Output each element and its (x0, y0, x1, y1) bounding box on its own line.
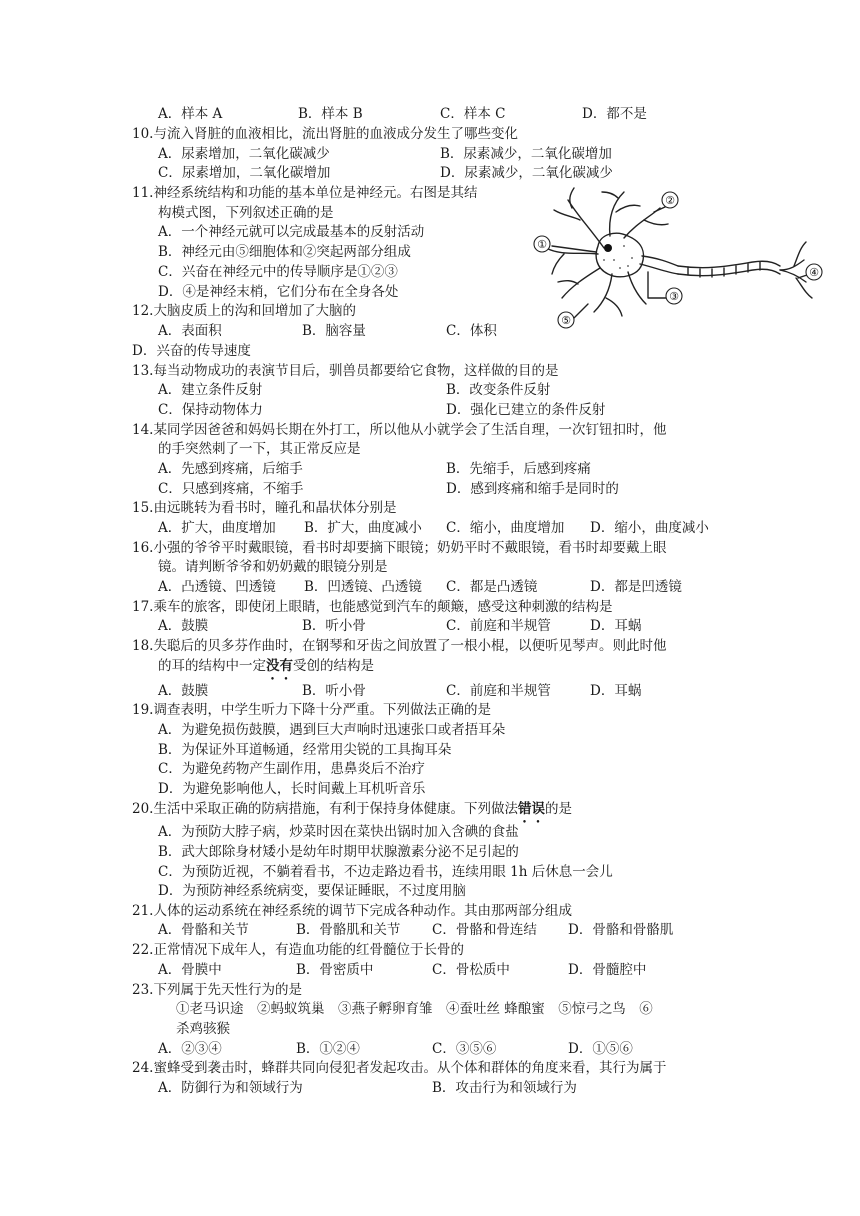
option-d: D．都是凹透镜 (590, 579, 682, 595)
option-d: D．为预防神经系统病变，要保证睡眠，不过度用脑 (158, 883, 466, 899)
option-d: D．①⑤⑥ (568, 1041, 633, 1057)
neuron-label-1: ① (537, 238, 547, 251)
question-16-stem-cont: 镜。请判断爷爷和奶奶戴的眼镜分别是 (158, 559, 388, 575)
option-d: D．都不是 (582, 106, 647, 122)
option-c: C．③⑤⑥ (432, 1041, 497, 1057)
option-b: B．样本 B (298, 106, 363, 122)
option-a: A．尿素增加，二氧化碳减少 (158, 146, 330, 162)
question-16-stem: 16.小强的爷爷平时戴眼镜，看书时却要摘下眼镜；奶奶平时不戴眼镜，看书时却要戴上眼 (132, 540, 667, 556)
option-d: D．尿素减少，二氧化碳减少 (440, 165, 613, 181)
option-c: C．骨松质中 (432, 962, 510, 978)
question-21-stem: 21.人体的运动系统在神经系统的调节下完成各种动作。其由那两部分组成 (132, 903, 572, 919)
option-a: A．凸透镜、凹透镜 (158, 579, 276, 595)
question-15-stem: 15.由远眺转为看书时，瞳孔和晶状体分别是 (132, 500, 397, 516)
option-d: D．为避免影响他人，长时间戴上耳机听音乐 (158, 781, 426, 797)
question-19-stem: 19.调查表明，中学生听力下降十分严重。下列做法正确的是 (132, 702, 491, 718)
option-a: A．扩大，曲度增加 (158, 520, 276, 536)
option-d: D．缩小，曲度减小 (590, 520, 709, 536)
option-c: C．尿素增加，二氧化碳增加 (158, 165, 331, 181)
option-a: A．鼓膜 (158, 683, 209, 699)
question-12-stem: 12.大脑皮质上的沟和回增加了大脑的 (132, 303, 356, 319)
option-c: C．体积 (446, 323, 497, 339)
option-b: B．先缩手，后感到疼痛 (446, 461, 591, 477)
option-c: C．兴奋在神经元中的传导顺序是①②③ (158, 264, 398, 280)
option-b: B．扩大，曲度减小 (304, 520, 422, 536)
option-d: D．骨骼和骨骼肌 (568, 922, 674, 938)
option-d: D．耳蜗 (590, 618, 642, 634)
option-c: C．为避免药物产生副作用，患鼻炎后不治疗 (158, 761, 425, 777)
emphasis-text: 错误 (517, 801, 545, 817)
option-b: B．听小骨 (302, 683, 366, 699)
option-a: A．鼓膜 (158, 618, 209, 634)
option-c: C．骨骼和骨连结 (432, 922, 537, 938)
option-a: A．②③④ (158, 1041, 222, 1057)
option-b: B．为保证外耳道畅通，经常用尖锐的工具掏耳朵 (158, 742, 452, 758)
option-b: B．凹透镜、凸透镜 (304, 579, 422, 595)
option-b: B．①②④ (296, 1041, 360, 1057)
option-a: A．骨膜中 (158, 962, 222, 978)
question-14-stem-cont: 的手突然刺了一下，其正常反应是 (158, 441, 361, 457)
emphasis-text: 没有 (266, 658, 293, 674)
option-c: C．缩小，曲度增加 (446, 520, 565, 536)
question-18-stem-cont: 的耳的结构中一定没有受创的结构是 (158, 658, 374, 674)
neuron-label-3: ③ (669, 290, 679, 303)
option-c: C．都是凸透镜 (446, 579, 538, 595)
option-c: C．保持动物体力 (158, 402, 263, 418)
neuron-label-5: ⑤ (561, 314, 571, 327)
option-c: C．为预防近视，不躺着看书，不边走路边看书，连续用眼 1h 后休息一会儿 (158, 864, 613, 880)
question-14-stem: 14.某同学因爸爸和妈妈长期在外打工，所以他从小就学会了生活自理，一次钉钮扣时，他 (132, 422, 667, 438)
option-a: A．为避免损伤鼓膜，遇到巨大声响时迅速张口或者捂耳朵 (158, 722, 506, 738)
question-24-stem: 24.蜜蜂受到袭击时，蜂群共同向侵犯者发起攻击。从个体和群体的角度来看，其行为属于 (132, 1060, 667, 1076)
option-c: C．前庭和半规管 (446, 683, 551, 699)
option-b: B．尿素减少，二氧化碳增加 (440, 146, 612, 162)
question-23-items: ①老马识途 ②蚂蚁筑巢 ③燕子孵卵育雏 ④蚕吐丝 蜂酿蜜 ⑤惊弓之鸟 ⑥ (176, 1001, 653, 1017)
option-b: B．改变条件反射 (446, 382, 551, 398)
option-d: D．骨髓腔中 (568, 962, 647, 978)
option-a: A．表面积 (158, 323, 222, 339)
question-17-stem: 17.乘车的旅客，即使闭上眼睛，也能感觉到汽车的颠簸，感受这种刺激的结构是 (132, 599, 613, 615)
neuron-label-4: ④ (809, 266, 819, 279)
neuron-label-2: ② (665, 194, 675, 207)
option-a: A．先感到疼痛，后缩手 (158, 461, 303, 477)
question-22-stem: 22.正常情况下成年人，有造血功能的红骨髓位于长骨的 (132, 942, 464, 958)
option-d: D．感到疼痛和缩手是同时的 (446, 481, 619, 497)
option-c: C．前庭和半规管 (446, 618, 551, 634)
option-c: C．样本 C (440, 106, 506, 122)
option-d: D．兴奋的传导速度 (132, 343, 251, 359)
option-a: A．骨骼和关节 (158, 922, 249, 938)
option-a: A．样本 A (158, 106, 223, 122)
question-20-stem: 20.生活中采取正确的防病措施，有利于保持身体健康。下列做法错误的是 (132, 801, 572, 817)
question-23-items-cont: 杀鸡骇猴 (176, 1021, 230, 1037)
question-13-stem: 13.每当动物成功的表演节目后，驯兽员都要给它食物，这样做的目的是 (132, 363, 559, 379)
option-a: A．防御行为和领域行为 (158, 1080, 303, 1096)
option-c: C．只感到疼痛，不缩手 (158, 481, 304, 497)
neuron-diagram (528, 186, 828, 332)
question-23-stem: 23.下列属于先天性行为的是 (132, 982, 302, 998)
option-b: B．攻击行为和领域行为 (432, 1080, 577, 1096)
question-18-stem: 18.失聪后的贝多芬作曲时，在钢琴和牙齿之间放置了一根小棍，以便听见琴声。则此时他 (132, 638, 667, 654)
option-a: A．为预防大脖子病，炒菜时因在菜快出锅时加入含碘的食盐 (158, 824, 519, 840)
option-b: B．神经元由⑤细胞体和②突起两部分组成 (158, 244, 411, 260)
option-a: A．建立条件反射 (158, 382, 263, 398)
option-b: B．听小骨 (302, 618, 366, 634)
option-b: B．武大郎除身材矮小是幼年时期甲状腺激素分泌不足引起的 (158, 844, 519, 860)
option-a: A．一个神经元就可以完成最基本的反射活动 (158, 224, 425, 240)
option-b: B．骨密质中 (296, 962, 374, 978)
option-d: D．④是神经末梢，它们分布在全身各处 (158, 284, 399, 300)
question-11-stem-cont: 构模式图，下列叙述正确的是 (158, 205, 334, 221)
option-d: D．耳蜗 (590, 683, 642, 699)
question-11-stem: 11.神经系统结构和功能的基本单位是神经元。右图是其结 (132, 185, 478, 201)
option-b: B．骨骼肌和关节 (296, 922, 401, 938)
option-d: D．强化已建立的条件反射 (446, 402, 606, 418)
question-10-stem: 10.与流入肾脏的血液相比，流出肾脏的血液成分发生了哪些变化 (132, 126, 518, 142)
option-b: B．脑容量 (302, 323, 366, 339)
